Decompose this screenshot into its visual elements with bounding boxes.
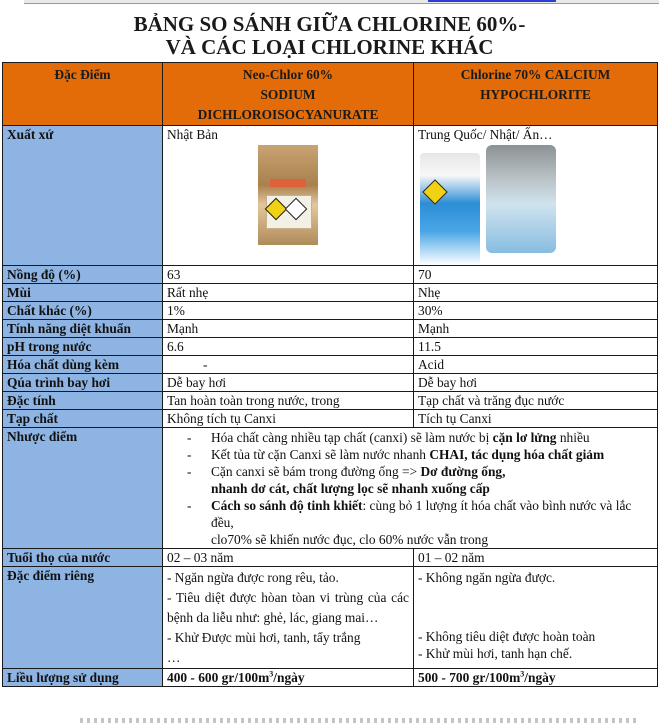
list-item: - Cách so sánh độ tinh khiết: cùng bỏ 1 lượng ít hóa chất vào bình nước và lắc đều, bbox=[185, 497, 653, 531]
row-label: Hóa chất dùng kèm bbox=[3, 356, 163, 374]
header-feature bbox=[3, 63, 163, 126]
page-top-rule bbox=[24, 0, 659, 4]
cell-neo-chlor: Tan hoàn toàn trong nước, trong bbox=[163, 392, 414, 410]
drawbacks-cell bbox=[163, 428, 658, 549]
drawbacks-list bbox=[167, 429, 653, 531]
cell-neo-chlor: Mạnh bbox=[163, 320, 414, 338]
cell-neo-chlor: Dễ bay hơi bbox=[163, 374, 414, 392]
cell-calcium: 11.5 bbox=[414, 338, 658, 356]
cell-calcium: Dễ bay hơi bbox=[414, 374, 658, 392]
feature-line: … bbox=[167, 650, 181, 665]
cell-calcium: Acid bbox=[414, 356, 658, 374]
cell-neo-chlor: 63 bbox=[163, 266, 414, 284]
list-item: - Kết tủa từ cặn Canxi sẽ làm nước nhanh CHAI, tác dụng hóa chất giảm bbox=[185, 446, 653, 463]
title-line-1: BẢNG SO SÁNH GIỮA CHLORINE 60%- bbox=[133, 12, 526, 36]
feature-line: - Khử mùi hơi, tanh hạn chế. bbox=[418, 646, 573, 661]
drawbacks-continuation: clo70% sẽ khiến nước đục, clo 60% nước vẫn trong bbox=[211, 532, 489, 547]
row-label: Chất khác (%) bbox=[3, 302, 163, 320]
table-row bbox=[3, 284, 658, 302]
aquafit-bucket-image bbox=[486, 145, 556, 253]
table-row bbox=[3, 410, 658, 428]
row-label: Xuất xứ bbox=[3, 126, 163, 266]
feature-line: - Không ngăn ngừa được. bbox=[418, 570, 556, 585]
table-row bbox=[3, 266, 658, 284]
table-row bbox=[3, 374, 658, 392]
cell-calcium: Tạp chất và trăng đục nước bbox=[414, 392, 658, 410]
table-row-origin bbox=[3, 126, 658, 266]
cut-off-text bbox=[80, 718, 640, 723]
row-label: Mùi bbox=[3, 284, 163, 302]
table-row bbox=[3, 356, 658, 374]
feature-line: - Ngăn ngừa được rong rêu, tảo. bbox=[167, 570, 339, 585]
cell-neo-chlor: 1% bbox=[163, 302, 414, 320]
cell-calcium: 30% bbox=[414, 302, 658, 320]
list-item: - Hóa chất càng nhiều tạp chất (canxi) sẽ làm nước bị cặn lơ lửng nhiều bbox=[185, 429, 653, 446]
feature-line: - Không tiêu diệt được hoàn toàn bbox=[418, 629, 596, 644]
table-row-lifespan bbox=[3, 549, 658, 567]
header-neo-chlor-line-1: Neo-Chlor 60% bbox=[242, 67, 334, 82]
page-title bbox=[0, 13, 659, 59]
cell-calcium: Nhẹ bbox=[414, 284, 658, 302]
neo-chlor-drum-image bbox=[258, 145, 318, 245]
header-feature-label: Đặc Điểm bbox=[54, 67, 111, 82]
row-label: Tuổi thọ của nước bbox=[3, 549, 163, 567]
header-calcium-line-2: HYPOCHLORITE bbox=[480, 87, 591, 102]
cell-calcium: Mạnh bbox=[414, 320, 658, 338]
feature-line: - Tiêu diệt được hòan tòan vi trùng của các bệnh da liễu như: ghẻ, lác, giang mai… bbox=[167, 590, 409, 625]
header-neo-chlor bbox=[163, 63, 414, 126]
cell-neo-chlor bbox=[163, 567, 414, 669]
top-link-underline bbox=[428, 0, 556, 2]
row-label: Tính năng diệt khuẩn bbox=[3, 320, 163, 338]
cell-calcium: 500 - 700 $gr/100m^3$/ngày bbox=[414, 669, 658, 687]
row-label: Tạp chất bbox=[3, 410, 163, 428]
table-row bbox=[3, 392, 658, 410]
cell-neo-chlor bbox=[163, 126, 414, 266]
row-label: Liều lượng sử dụng bbox=[3, 669, 163, 687]
cell-neo-chlor: - bbox=[163, 356, 414, 374]
origin-text: Nhật Bản bbox=[167, 127, 218, 142]
cell-neo-chlor: Rất nhẹ bbox=[163, 284, 414, 302]
row-label: Nồng độ (%) bbox=[3, 266, 163, 284]
cell-calcium: 70 bbox=[414, 266, 658, 284]
cell-calcium: 01 – 02 năm bbox=[414, 549, 658, 567]
row-label: Qúa trình bay hơi bbox=[3, 374, 163, 392]
feature-line: - Khử Được mùi hơi, tanh, tẩy trắng bbox=[167, 630, 361, 645]
calcium-hypochlorite-bucket-image bbox=[420, 153, 480, 265]
row-label: Đặc điểm riêng bbox=[3, 567, 163, 669]
header-calcium-line-1: Chlorine 70% CALCIUM bbox=[460, 67, 611, 82]
header-row bbox=[3, 63, 658, 126]
table-row-drawbacks bbox=[3, 428, 658, 549]
header-neo-chlor-line-2: SODIUM bbox=[260, 87, 316, 102]
header-neo-chlor-line-3: DICHLOROISOCYANURATE bbox=[197, 107, 379, 122]
table-row bbox=[3, 320, 658, 338]
cell-neo-chlor: Không tích tụ Canxi bbox=[163, 410, 414, 428]
table-row bbox=[3, 338, 658, 356]
table-row-features bbox=[3, 567, 658, 669]
cell-neo-chlor: 400 - 600 $gr/100m^3$/ngày bbox=[163, 669, 414, 687]
cell-calcium bbox=[414, 126, 658, 266]
cell-calcium: Tích tụ Canxi bbox=[414, 410, 658, 428]
cell-neo-chlor: 02 – 03 năm bbox=[163, 549, 414, 567]
cell-calcium bbox=[414, 567, 658, 669]
table-row-dosage bbox=[3, 669, 658, 687]
title-line-2: VÀ CÁC LOẠI CHLORINE KHÁC bbox=[165, 35, 494, 59]
table-row bbox=[3, 302, 658, 320]
row-label: Nhược điểm bbox=[3, 428, 163, 549]
cell-neo-chlor: 6.6 bbox=[163, 338, 414, 356]
row-label: Đặc tính bbox=[3, 392, 163, 410]
origin-text: Trung Quốc/ Nhật/ Ấn… bbox=[418, 127, 553, 142]
comparison-table bbox=[2, 62, 658, 687]
list-item: - Cặn canxi sẽ bám trong đường ống => Dơ đường ống, nhanh dơ cát, chất lượng lọc sẽ nhanh xuống cấp bbox=[185, 463, 653, 497]
header-calcium-hypochlorite bbox=[414, 63, 658, 126]
row-label: pH trong nước bbox=[3, 338, 163, 356]
